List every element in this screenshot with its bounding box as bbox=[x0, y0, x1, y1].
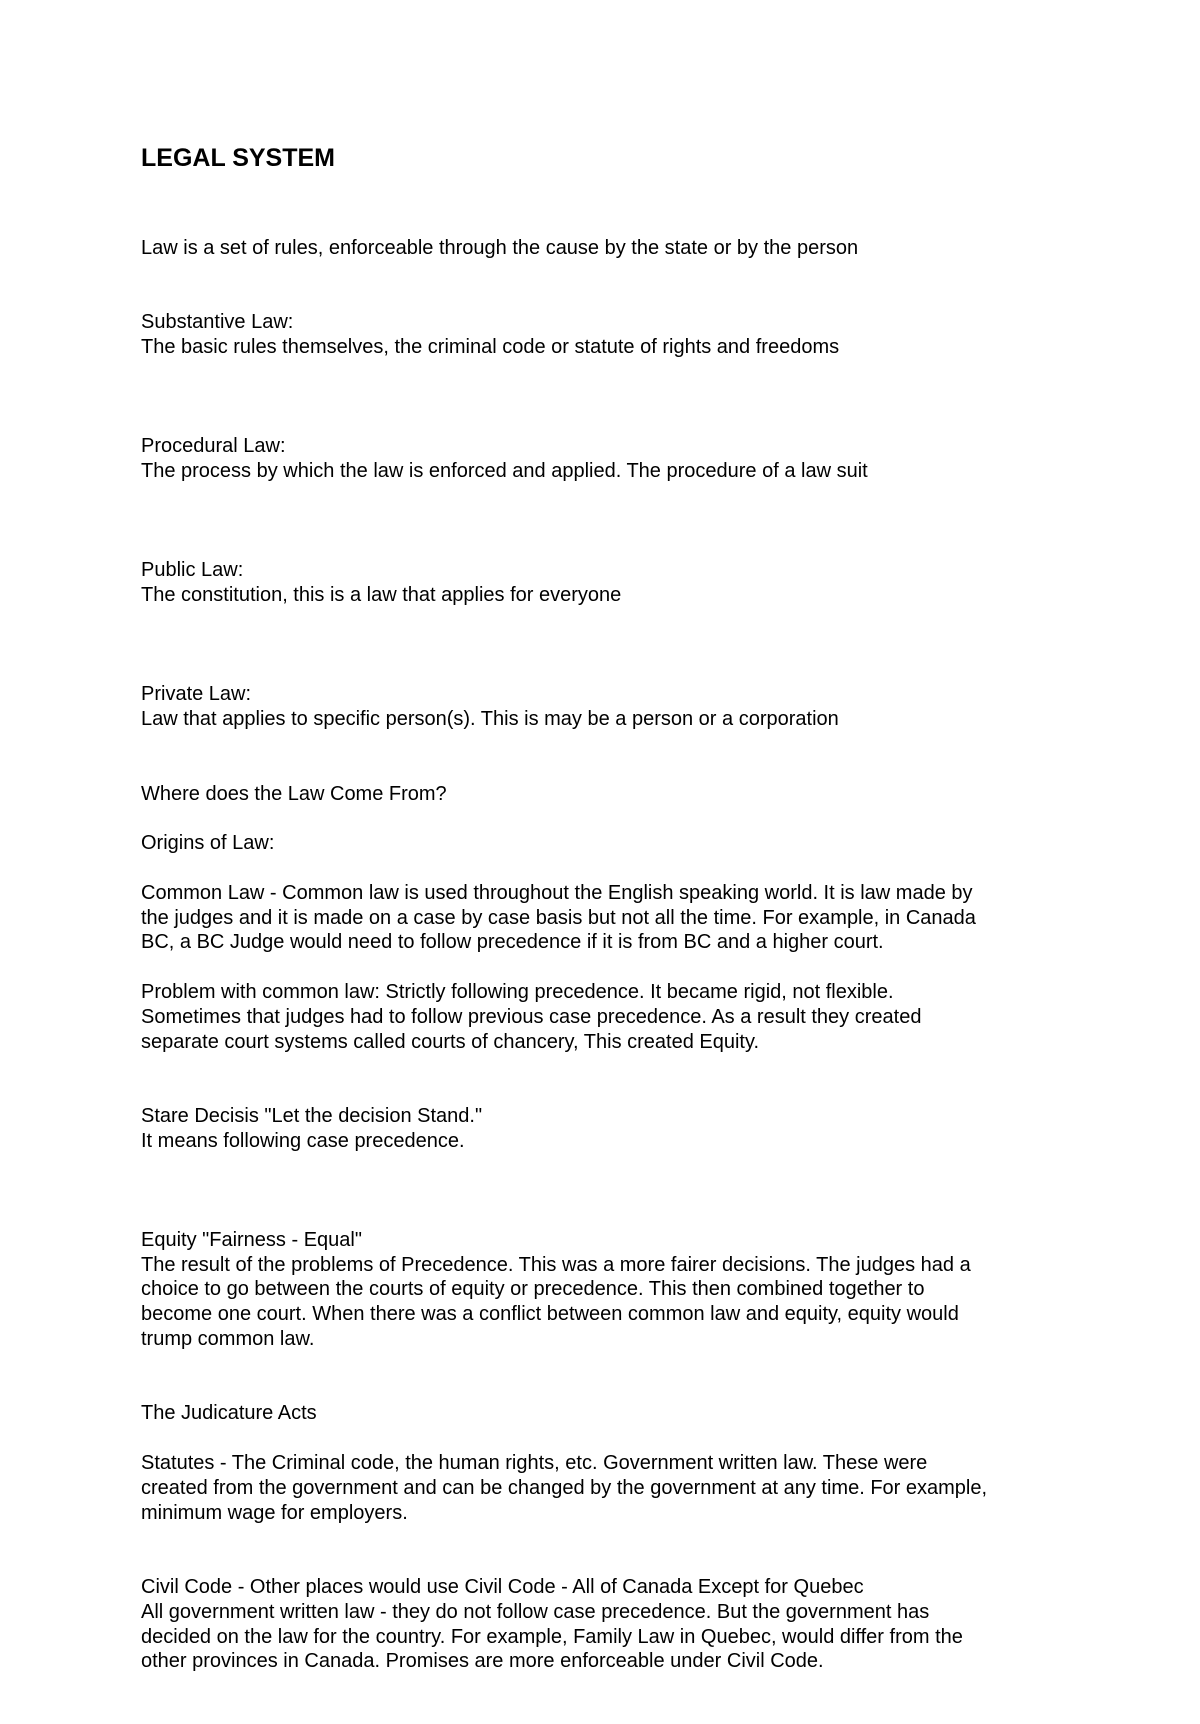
where-from-paragraph: Where does the Law Come From? bbox=[141, 782, 447, 805]
substantive-law-section bbox=[141, 286, 1071, 385]
civil-code-section bbox=[141, 1550, 1071, 1699]
intro-paragraph: Law is a set of rules, enforceable through the cause by the state or by the person bbox=[141, 237, 859, 259]
stare-decisis-text: It means following case precedence. bbox=[141, 1129, 465, 1152]
equity-section bbox=[141, 1203, 1071, 1377]
statutes-paragraph: Statutes - The Criminal code, the human rights, etc. Government written law. These were created from the government and can be changed by the government at any time. For example, minimum wage for employers. bbox=[141, 1452, 988, 1524]
civil-code-heading: Civil Code - Other places would use Civil Code - All of Canada Except for Quebec bbox=[141, 1576, 864, 1599]
common-law-paragraph: Common Law - Common law is used throughout the English speaking world. It is law made by the judges and it is made on a case by case basis but not all the time. For example, in Canada BC, a BC Judge would need to follow precedence if it is from BC and a higher court. bbox=[141, 881, 976, 954]
stare-decisis-section bbox=[141, 1079, 1071, 1178]
procedural-law-text: The process by which the law is enforced and applied. The procedure of a law suit bbox=[141, 460, 868, 483]
document-title: LEGAL SYSTEM bbox=[141, 144, 336, 172]
procedural-law-heading: Procedural Law: bbox=[141, 435, 286, 458]
public-law-text: The constitution, this is a law that applies for everyone bbox=[141, 584, 622, 607]
substantive-law-text: The basic rules themselves, the criminal code or statute of rights and freedoms bbox=[141, 336, 840, 359]
judicature-paragraph: The Judicature Acts bbox=[141, 1402, 317, 1425]
equity-text: The result of the problems of Precedence. This was a more fairer decisions. The judges had a choice to go between the courts of equity or precedence. This then combined together to become one court. When there was a conflict between common law and equity, equity would trump common law. bbox=[141, 1253, 971, 1351]
private-law-text: Law that applies to specific person(s). This is may be a person or a corporation bbox=[141, 708, 839, 731]
private-law-section bbox=[141, 658, 1071, 757]
problem-paragraph: Problem with common law: Strictly following precedence. It became rigid, not flexible. Sometimes that judges had to follow previous case precedence. As a result they created separate court systems called courts of chancery, This created Equity. bbox=[141, 980, 922, 1053]
stare-decisis-heading: Stare Decisis "Let the decision Stand." bbox=[141, 1104, 483, 1127]
procedural-law-section bbox=[141, 410, 1071, 509]
substantive-law-heading: Substantive Law: bbox=[141, 311, 294, 334]
public-law-heading: Public Law: bbox=[141, 559, 244, 582]
origins-paragraph: Origins of Law: bbox=[141, 832, 275, 855]
document-body bbox=[141, 142, 1071, 1724]
public-law-section bbox=[141, 534, 1071, 633]
equity-heading: Equity "Fairness - Equal" bbox=[141, 1228, 362, 1251]
private-law-heading: Private Law: bbox=[141, 683, 252, 706]
civil-code-text: All government written law - they do not follow case precedence. But the government has decided on the law for the country. For example, Family Law in Quebec, would differ from the other provinces in Canada. Promises are more enforceable under Civil Code. bbox=[141, 1600, 963, 1673]
